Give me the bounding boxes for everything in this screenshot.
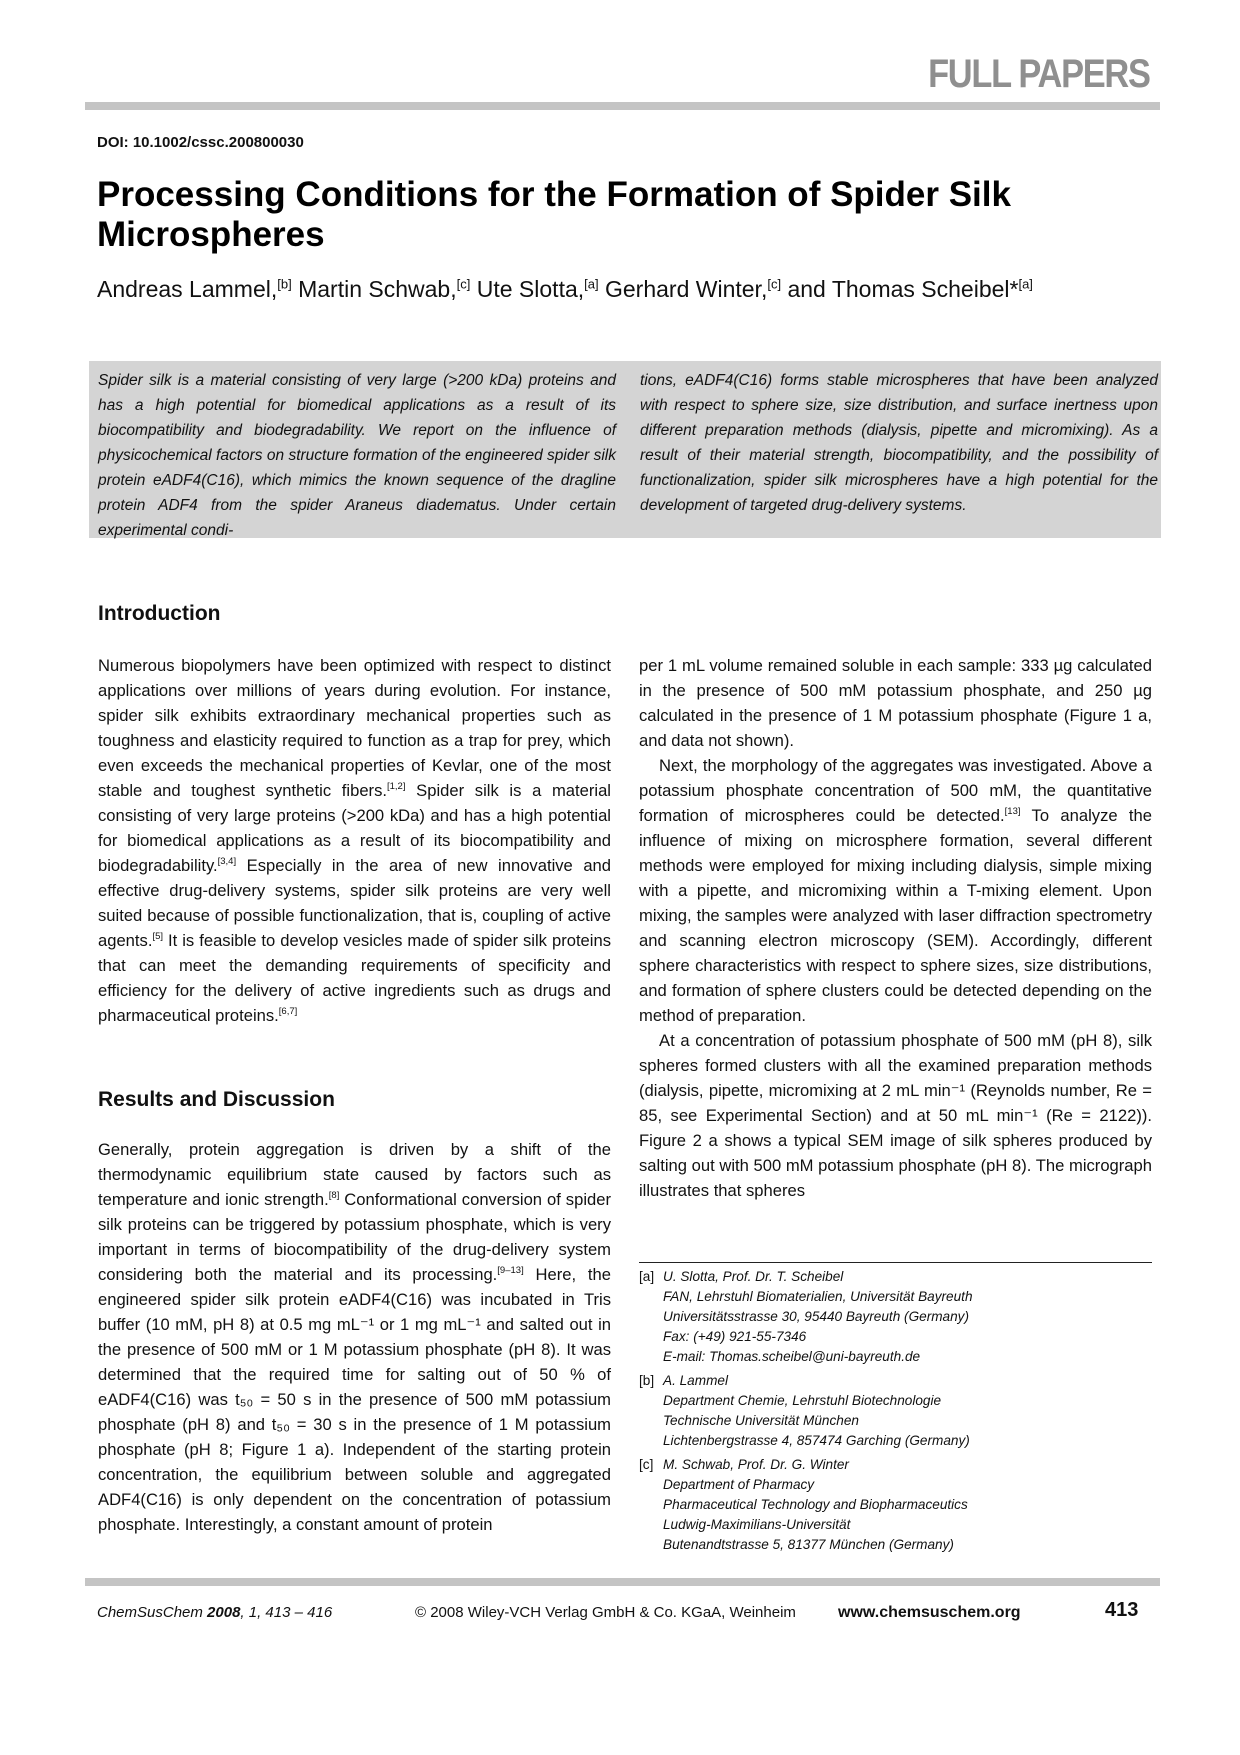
footnote-line: Butenandtstrasse 5, 81377 München (Germany) (663, 1537, 954, 1552)
citation[interactable]: [9–13] (497, 1265, 524, 1276)
abstract-left-column: Spider silk is a material consisting of very large (>200 kDa) proteins and has a high potential for biomedical applications as a result of its biocompatibility and biodegradability. We report on the influence of physicochemical factors on structure formation of the engineered spider silk protein eADF4(C16), which mimics the known sequence of the dragline protein ADF4 from the spider Araneus diadematus. Under certain experimental condi- (98, 372, 616, 539)
email-link[interactable]: E-mail: Thomas.scheibel@uni-bayreuth.de (663, 1349, 921, 1364)
paragraph (639, 753, 1152, 1028)
text-run: Numerous biopolymers have been optimized with respect to distinct applications over millions of years during evolution. For instance, spider silk exhibits extraordinary mechanical properties such as toughness and elasticity required to function as a trap for prey, which even exceeds the mechanical properties of Kevlar, one of the most stable and toughest synthetic fibers. (98, 656, 611, 800)
header-rule (85, 102, 1160, 110)
footnote-line: Department of Pharmacy (663, 1477, 815, 1492)
journal-volume-pages: , 1, 413 – 416 (240, 1604, 333, 1621)
footnote-rule (639, 1262, 1152, 1263)
footnote-line: Pharmaceutical Technology and Biopharmaceutics (663, 1497, 968, 1512)
footnote-line: FAN, Lehrstuhl Biomaterialien, Universität Bayreuth (663, 1289, 973, 1304)
footnote-line: Lichtenbergstrasse 4, 857474 Garching (Germany) (663, 1433, 970, 1448)
footnote-line: U. Slotta, Prof. Dr. T. Scheibel (663, 1269, 844, 1284)
citation[interactable]: [1,2] (386, 781, 406, 792)
text-run: Spider silk is a material consisting of very large proteins (>200 kDa) and has a high potential for biomedical applications as a result of its biocompatibility and biodegradability. (98, 781, 611, 875)
citation[interactable]: [13] (1004, 806, 1021, 817)
citation[interactable]: [5] (152, 931, 163, 942)
footnote-line: A. Lammel (663, 1373, 728, 1388)
footnote-line: Technische Universität München (663, 1413, 859, 1428)
heading-results-discussion: Results and Discussion (98, 1088, 335, 1111)
footnote-b (639, 1371, 1152, 1451)
text-run: Generally, protein aggregation is driven by a shift of the thermodynamic equilibrium state caused by factors such as temperature and ionic strength. (98, 1140, 611, 1209)
journal-citation (97, 1604, 332, 1621)
footnote-line: M. Schwab, Prof. Dr. G. Winter (663, 1457, 849, 1472)
paragraph (98, 653, 611, 1028)
copyright: © 2008 Wiley-VCH Verlag GmbH & Co. KGaA, Weinheim (415, 1604, 796, 1621)
footnote-tag: [a] (639, 1269, 655, 1284)
affiliation-marker: [a] (1018, 276, 1033, 292)
footnote-tag: [b] (639, 1373, 655, 1388)
text-run: Next, the morphology of the aggregates was investigated. Above a potassium phosphate concentration of 500 mM, the quantitative formation of microspheres could be detected. (639, 756, 1152, 825)
footnote-a (639, 1267, 1152, 1367)
author-list (97, 276, 1033, 303)
author-name: Andreas Lammel, (97, 276, 278, 302)
affiliation-marker: [c] (456, 276, 471, 292)
results-body-right (639, 653, 1152, 1203)
footer-rule (85, 1578, 1160, 1586)
text-run: To analyze the influence of mixing on microsphere formation, several different methods were employed for mixing including dialysis, simple mixing with a pipette, and micromixing within a T-mixing element. Upon mixing, the samples were analyzed with laser diffraction spectrometry and scanning electron microscopy (SEM). Accordingly, different sphere characteristics with respect to sphere sizes, size distributions, and formation of sphere clusters could be detected depending on the method of preparation. (639, 806, 1152, 1025)
abstract-box (89, 361, 1161, 538)
journal-year: 2008 (207, 1604, 241, 1621)
citation[interactable]: [6,7] (278, 1006, 298, 1017)
paragraph: At a concentration of potassium phosphate of 500 mM (pH 8), silk spheres formed clusters with all the examined preparation methods (dialysis, pipette, micromixing at 2 mL min⁻¹ (Reynolds number, Re = 85, see Experimental Section) and at 50 mL min⁻¹ (Re = 2122)). Figure 2 a shows a typical SEM image of silk spheres produced by salting out with 500 mM potassium phosphate (pH 8). The micrograph illustrates that spheres (639, 1031, 1152, 1200)
affiliation-marker: [a] (584, 276, 599, 292)
introduction-body (98, 653, 611, 1028)
footnote-c (639, 1455, 1152, 1555)
citation[interactable]: [3,4] (217, 856, 237, 867)
author-name: Gerhard Winter, (605, 276, 768, 302)
citation[interactable]: [8] (328, 1190, 340, 1201)
affiliation-marker: [c] (767, 276, 782, 292)
footnote-line: Fax: (+49) 921-55-7346 (663, 1329, 807, 1344)
paragraph (98, 1137, 611, 1537)
text-run: It is feasible to develop vesicles made of spider silk proteins that can meet the demanding requirements of specificity and efficiency for the delivery of active ingredients such as drugs and pharmaceutical proteins. (98, 931, 611, 1025)
footnote-line: Department Chemie, Lehrstuhl Biotechnologie (663, 1393, 942, 1408)
page-number: 413 (1105, 1599, 1139, 1621)
affiliation-marker: [b] (277, 276, 292, 292)
text-run: Conformational conversion of spider silk proteins can be triggered by potassium phosphate, which is very important in terms of biocompatibility of the drug-delivery system considering both the material and its processing. (98, 1190, 612, 1284)
text-run: Here, the engineered spider silk protein eADF4(C16) was incubated in Tris buffer (10 mM, pH 8) at 0.5 mg mL⁻¹ or 1 mg mL⁻¹ and salted out in the presence of 500 mM or 1 M potassium phosphate (pH 8). It was determined that the required time for salting out of 50 % of eADF4(C16) was t₅₀ = 50 s in the presence of 500 mM potassium phosphate (pH 8) and t₅₀ = 30 s in the presence of 1 M potassium phosphate (pH 8; Figure 1 a). Independent of the starting protein concentration, the equilibrium between soluble and aggregated ADF4(C16) is only dependent on the concentration of potassium phosphate. Interestingly, a constant amount of protein (98, 1265, 611, 1534)
heading-introduction: Introduction (98, 602, 221, 625)
results-body-left (98, 1137, 611, 1537)
footnote-line: Universitätsstrasse 30, 95440 Bayreuth (Germany) (663, 1309, 969, 1324)
text-run: Especially in the area of new innovative and effective drug-delivery systems, spider silk proteins are very well suited because of possible functionalization, that is, coupling of active agents. (98, 856, 611, 950)
abstract-right-column: tions, eADF4(C16) forms stable microspheres that have been analyzed with respect to sphere size, size distribution, and surface inertness upon different preparation methods (dialysis, pipette and micromixing). As a result of their material strength, biocompatibility, and the possibility of functionalization, spider silk microspheres have a high potential for the development of targeted drug-delivery systems. (640, 372, 1158, 514)
journal-url-link[interactable]: www.chemsuschem.org (838, 1604, 1021, 1621)
author-name: Ute Slotta, (476, 276, 585, 302)
section-label: FULL PAPERS (928, 52, 1150, 96)
affiliation-footnotes (639, 1267, 1152, 1559)
footnote-line: Ludwig-Maximilians-Universität (663, 1517, 851, 1532)
journal-name: ChemSusChem (97, 1604, 208, 1621)
author-name: and Thomas Scheibel* (787, 276, 1019, 302)
doi[interactable]: DOI: 10.1002/cssc.200800030 (97, 134, 304, 151)
paragraph: per 1 mL volume remained soluble in each sample: 333 µg calculated in the presence of 500 mM potassium phosphate, and 250 µg calculated in the presence of 1 M potassium phosphate (Figure 1 a, and data not shown). (639, 656, 1152, 750)
author-name: Martin Schwab, (298, 276, 457, 302)
footnote-tag: [c] (639, 1457, 654, 1472)
article-title: Processing Conditions for the Formation of Spider Silk Microspheres (97, 175, 1011, 254)
